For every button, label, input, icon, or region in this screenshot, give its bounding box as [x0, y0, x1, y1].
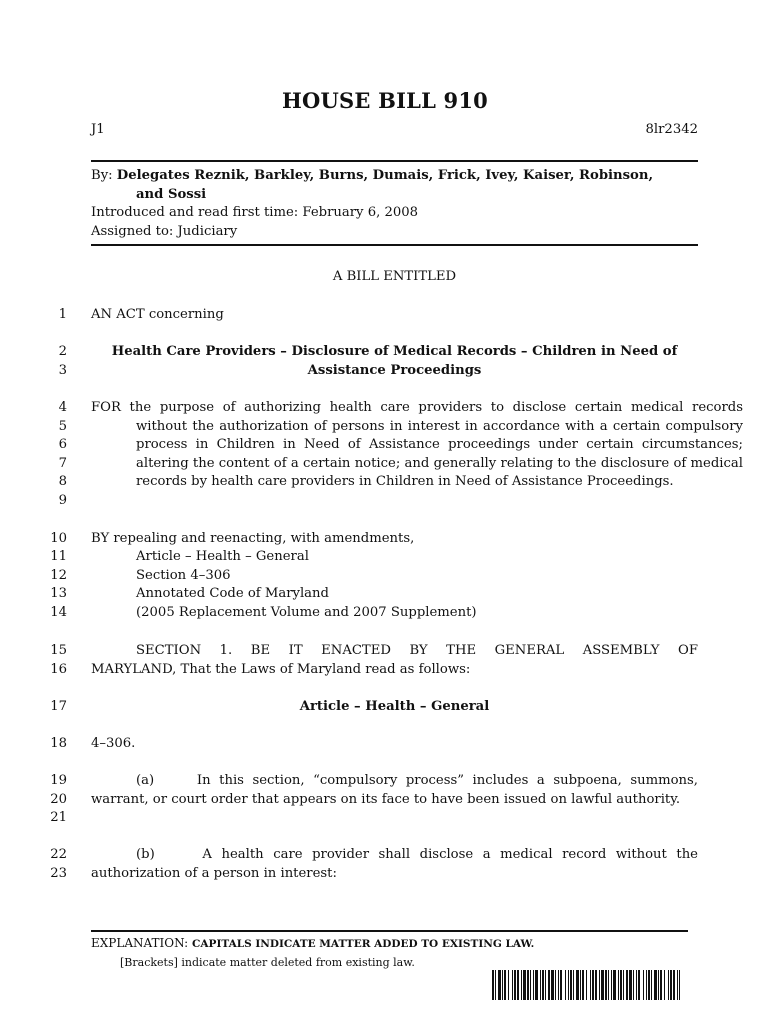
bill-entitled: A BILL ENTITLED — [332, 269, 457, 284]
repeal-item: Article – Health – General — [136, 549, 309, 565]
line-number: 14 — [50, 604, 67, 620]
barcode-bar — [654, 970, 657, 1000]
explanation-note — [91, 936, 534, 950]
section-number: 4–306. — [91, 736, 136, 751]
line-number: 21 — [50, 810, 67, 826]
barcode-bar — [586, 970, 587, 1000]
line-number: 17 — [50, 699, 67, 714]
barcode-bar — [580, 970, 581, 1000]
barcode-bar — [495, 970, 496, 1000]
line-number: 8 — [58, 474, 67, 490]
repeal-block — [91, 530, 698, 623]
barcode-bar — [521, 970, 522, 1000]
barcode-bar — [551, 970, 554, 1000]
line-number: 15 — [50, 643, 67, 658]
barcode-bar — [535, 970, 538, 1000]
line-number: 6 — [58, 437, 67, 453]
sponsor-rule — [91, 244, 698, 246]
barcode-bar — [558, 970, 559, 1000]
bill-heading-line2: Assistance Proceedings — [307, 362, 482, 378]
barcode-bar — [646, 970, 647, 1000]
bill-heading-line1: Health Care Providers – Disclosure of Medical Records – Children in Need of — [111, 344, 678, 359]
barcode-bar — [568, 970, 569, 1000]
barcode-bar — [664, 970, 665, 1000]
barcode-bar — [605, 970, 607, 1000]
explanation-caps: CAPITALS INDICATE MATTER ADDED TO EXISTING LAW. — [192, 938, 535, 950]
barcode-bar — [592, 970, 594, 1000]
repeal-intro: BY repealing and reenacting, with amendments, — [91, 530, 415, 546]
article-heading: Article – Health – General — [299, 699, 490, 714]
barcode-bar — [590, 970, 591, 1000]
barcode-bar — [498, 970, 501, 1000]
barcode-bar — [540, 970, 541, 1000]
barcode-bar — [555, 970, 556, 1000]
barcode-bar — [668, 970, 669, 1000]
line-number: 4 — [58, 400, 67, 415]
barcode-bar — [548, 970, 550, 1000]
barcode-bar — [542, 970, 544, 1000]
barcode-bar — [673, 970, 675, 1000]
barcode-bar — [573, 970, 574, 1000]
line-number: 12 — [50, 567, 67, 583]
barcode-bar — [576, 970, 579, 1000]
sponsor-block — [91, 167, 698, 241]
barcode-bar — [533, 970, 534, 1000]
footer-rule — [91, 930, 688, 932]
line-number: 10 — [50, 530, 67, 546]
line-number: 2 — [58, 344, 67, 359]
barcode-bar — [599, 970, 600, 1000]
barcode-bar — [565, 970, 566, 1000]
barcode-bar — [582, 970, 584, 1000]
barcode-image — [492, 970, 680, 1000]
barcode-bar — [530, 970, 531, 1000]
barcode-bar — [679, 970, 680, 1000]
line-number: 3 — [58, 362, 67, 378]
barcode-bar — [545, 970, 546, 1000]
repeal-item: Annotated Code of Maryland — [136, 586, 329, 602]
header-rule — [91, 160, 698, 162]
barcode-bar — [560, 970, 562, 1000]
barcode-bar — [620, 970, 622, 1000]
barcode-bar — [523, 970, 526, 1000]
line-number: 19 — [50, 773, 67, 788]
line-number: 18 — [50, 736, 67, 751]
barcode-bar — [508, 970, 509, 1000]
barcode-bar — [608, 970, 609, 1000]
barcode-bar — [514, 970, 516, 1000]
barcode-bar — [629, 970, 632, 1000]
brackets-note: [Brackets] indicate matter deleted from existing law. — [120, 956, 415, 969]
barcode-bar — [618, 970, 619, 1000]
barcode-bar — [504, 970, 506, 1000]
barcode-bar — [670, 970, 672, 1000]
line-number: 5 — [58, 418, 67, 434]
line-number: 11 — [50, 549, 67, 565]
barcode-bar — [623, 970, 624, 1000]
barcode-bar — [651, 970, 652, 1000]
barcode-bar — [601, 970, 604, 1000]
barcode-bar — [595, 970, 597, 1000]
by-label: By: — [91, 168, 113, 183]
line-number: 20 — [50, 791, 67, 807]
repeal-item: (2005 Replacement Volume and 2007 Supplement) — [136, 604, 477, 620]
barcode-bar — [570, 970, 572, 1000]
barcode-bar — [660, 970, 662, 1000]
line-number: 22 — [50, 847, 67, 862]
barcode-bar — [502, 970, 503, 1000]
committee-assignment: Assigned to: Judiciary — [91, 223, 238, 239]
purpose-paragraph: FOR the purpose of authorizing health care providers to disclose certain medical records without the authorization of persons in interest in accordance with a certain compulsory process in Children in Need of Assistance proceedings under certain circumstances; altering the content of a certain notice; and generally relating to the disclosure of medical records by health care providers in Children in Need of Assistance Proceedings. — [91, 400, 743, 490]
section-1-enactment — [91, 642, 698, 679]
barcode-bar — [638, 970, 640, 1000]
sponsor-names-line1: Delegates Reznik, Barkley, Burns, Dumais, Frick, Ivey, Kaiser, Robinson, — [116, 168, 654, 183]
barcode-bar — [643, 970, 644, 1000]
repeal-item: Section 4–306 — [136, 567, 231, 583]
line-number: 9 — [58, 493, 67, 508]
introduced-date: Introduced and read first time: February 6, 2008 — [91, 205, 419, 221]
barcode-bar — [517, 970, 519, 1000]
explanation-label: EXPLANATION: — [91, 936, 189, 950]
bill-title: HOUSE BILL 910 — [282, 88, 488, 113]
barcode-bar — [613, 970, 616, 1000]
bill-heading — [91, 343, 698, 380]
line-number: 13 — [50, 586, 67, 602]
barcode-bar — [611, 970, 612, 1000]
barcode-bar — [677, 970, 678, 1000]
paragraph-a: (a) In this section, “compulsory process” includes a subpoena, summons, warrant, or court order that appears on its face to have been issued on lawful authority. — [91, 773, 703, 807]
line-number: 23 — [50, 865, 67, 881]
barcode-bar — [648, 970, 650, 1000]
line-number: 16 — [50, 661, 67, 677]
line-number: 1 — [58, 307, 67, 322]
barcode-bar — [626, 970, 628, 1000]
barcode-bar — [527, 970, 529, 1000]
line-number: 7 — [58, 455, 67, 471]
paragraph-b: (b) A health care provider shall disclose a medical record without the authorization of a person in interest: — [91, 847, 703, 881]
drafting-code: 8lr2342 — [645, 122, 698, 137]
act-concerning: AN ACT concerning — [91, 307, 224, 322]
section-1-line1: SECTION 1. BE IT ENACTED BY THE GENERAL ASSEMBLY OF — [136, 643, 698, 658]
sponsor-names-line2: and Sossi — [136, 186, 207, 202]
barcode-bar — [658, 970, 659, 1000]
subject-code: J1 — [91, 122, 105, 137]
barcode-bar — [633, 970, 634, 1000]
barcode-bar — [512, 970, 513, 1000]
section-1-line2: MARYLAND, That the Laws of Maryland read as follows: — [91, 661, 471, 677]
barcode-bar — [636, 970, 637, 1000]
barcode-bar — [492, 970, 494, 1000]
